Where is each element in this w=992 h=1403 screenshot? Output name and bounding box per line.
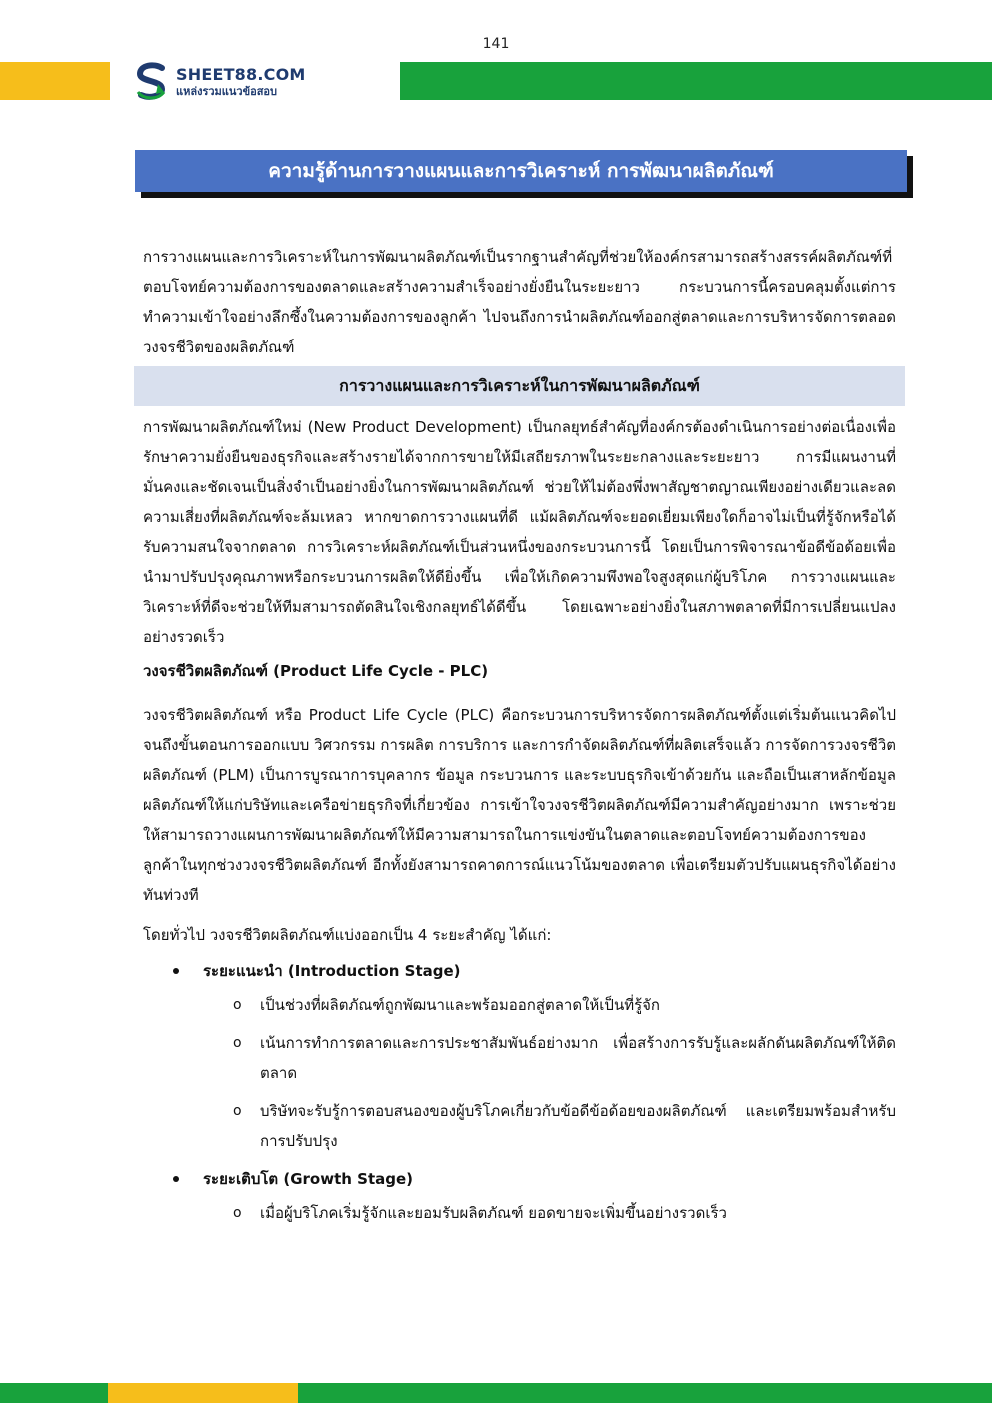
stage-item xyxy=(143,1164,896,1228)
title-banner xyxy=(135,150,907,192)
plc-heading: วงจรชีวิตผลิตภัณฑ์ (Product Life Cycle - PLC) xyxy=(143,662,489,680)
footer-bar-yellow xyxy=(108,1383,298,1403)
footer-bar-green-left xyxy=(0,1383,108,1403)
stage-title: ระยะเติบโต (Growth Stage) xyxy=(203,1170,414,1188)
logo-name: SHEET88.COM xyxy=(176,65,306,84)
footer-bar-green-right xyxy=(298,1383,992,1403)
stage-point xyxy=(203,1198,896,1228)
plc-paragraph: วงจรชีวิตผลิตภัณฑ์ หรือ Product Life Cycle (PLC) คือกระบวนการบริหารจัดการผลิตภัณฑ์ตั้งแต่เริ่มต้นแนวคิดไปจนถึงขั้นตอนการออกแบบ วิศวกรรม การผลิต การบริการ และการกำจัดผลิตภัณฑ์ที่ผลิตเสร็จแล้ว การจัดการวงจรชีวิตผลิตภัณฑ์ (PLM) เป็นการบูรณาการบุคลากร ข้อมูล กระบวนการ และระบบธุรกิจเข้าด้วยกัน และถือเป็นเสาหลักข้อมูลผลิตภัณฑ์ให้แก่บริษัทและเครือข่ายธุรกิจที่เกี่ยวข้อง การเข้าใจวงจรชีวิตผลิตภัณฑ์มีความสำคัญอย่างมาก เพราะช่วยให้สามารถวางแผนการพัฒนาผลิตภัณฑ์ให้มีความสามารถในการแข่งขันในตลาดและตอบโจทย์ความต้องการของลูกค้าในทุกช่วงวงจรชีวิตผลิตภัณฑ์ อีกทั้งยังสามารถคาดการณ์แนวโน้มของตลาด เพื่อเตรียมตัวปรับแผนธุรกิจได้อย่างทันท่วงที xyxy=(143,706,896,904)
header-bar-yellow xyxy=(0,62,110,100)
page-number: 141 xyxy=(482,36,510,52)
stage-item xyxy=(143,956,896,1156)
stage-point-text: เน้นการทำการตลาดและการประชาสัมพันธ์อย่างมาก เพื่อสร้างการรับรู้และผลักดันผลิตภัณฑ์ให้ติดตลาด xyxy=(260,1034,896,1082)
logo-tagline: แหล่งรวมแนวข้อสอบ xyxy=(176,85,278,98)
section-heading: การวางแผนและการวิเคราะห์ในการพัฒนาผลิตภัณฑ์ xyxy=(134,366,905,406)
stage-point-text: บริษัทจะรับรู้การตอบสนองของผู้บริโภคเกี่ยวกับข้อดีข้อด้อยของผลิตภัณฑ์ และเตรียมพร้อมสำหรับการปรับปรุง xyxy=(260,1102,896,1150)
bullet-dot-icon xyxy=(173,968,179,974)
stage-points xyxy=(203,1198,896,1228)
stage-point-text: เมื่อผู้บริโภคเริ่มรู้จักและยอมรับผลิตภัณฑ์ ยอดขายจะเพิ่มขึ้นอย่างรวดเร็ว xyxy=(260,1204,727,1222)
header-bar-green xyxy=(400,62,992,100)
hollow-bullet-icon: o xyxy=(233,1103,242,1119)
stage-point xyxy=(203,990,896,1020)
bullet-dot-icon xyxy=(173,1176,179,1182)
stage-point-text: เป็นช่วงที่ผลิตภัณฑ์ถูกพัฒนาและพร้อมออกสู่ตลาดให้เป็นที่รู้จัก xyxy=(260,996,661,1014)
sheet88-logo-icon xyxy=(134,62,170,102)
document-body xyxy=(143,242,896,1236)
footer-color-bar xyxy=(0,1383,992,1403)
intro-paragraph: การวางแผนและการวิเคราะห์ในการพัฒนาผลิตภัณฑ์เป็นรากฐานสำคัญที่ช่วยให้องค์กรสามารถสร้างสรรค์ผลิตภัณฑ์ที่ตอบโจทย์ความต้องการของตลาดและสร้างความสำเร็จอย่างยั่งยืนในระยะยาว กระบวนการนี้ครอบคลุมตั้งแต่การทำความเข้าใจอย่างลึกซึ้งในความต้องการของลูกค้า ไปจนถึงการนำผลิตภัณฑ์ออกสู่ตลาดและการบริหารจัดการตลอดวงจรชีวิตของผลิตภัณฑ์ xyxy=(143,248,896,356)
hollow-bullet-icon: o xyxy=(233,1205,242,1221)
stage-points xyxy=(203,990,896,1156)
hollow-bullet-icon: o xyxy=(233,1035,242,1051)
stage-point xyxy=(203,1096,896,1156)
site-logo xyxy=(134,62,306,102)
stage-title: ระยะแนะนำ (Introduction Stage) xyxy=(203,962,461,980)
plc-lead: โดยทั่วไป วงจรชีวิตผลิตภัณฑ์แบ่งออกเป็น 4 ระยะสำคัญ ได้แก่: xyxy=(143,926,552,944)
hollow-bullet-icon: o xyxy=(233,997,242,1013)
page-title: ความรู้ด้านการวางแผนและการวิเคราะห์ การพัฒนาผลิตภัณฑ์ xyxy=(135,150,907,192)
stage-list xyxy=(143,956,896,1228)
section-paragraph: การพัฒนาผลิตภัณฑ์ใหม่ (New Product Development) เป็นกลยุทธ์สำคัญที่องค์กรต้องดำเนินการอย่างต่อเนื่องเพื่อรักษาความยั่งยืนของธุรกิจและสร้างรายได้จากการขายให้มีเสถียรภาพในระยะกลางและระยะยาว การมีแผนงานที่มั่นคงและชัดเจนเป็นสิ่งจำเป็นอย่างยิ่งในการพัฒนาผลิตภัณฑ์ ช่วยให้ไม่ต้องพึ่งพาสัญชาตญาณเพียงอย่างเดียวและลดความเสี่ยงที่ผลิตภัณฑ์จะล้มเหลว หากขาดการวางแผนที่ดี แม้ผลิตภัณฑ์จะยอดเยี่ยมเพียงใดก็อาจไม่เป็นที่รู้จักหรือได้รับความสนใจจากตลาด การวิเคราะห์ผลิตภัณฑ์เป็นส่วนหนึ่งของกระบวนการนี้ โดยเป็นการพิจารณาข้อดีข้อด้อยเพื่อนำมาปรับปรุงคุณภาพหรือกระบวนการผลิตให้ดียิ่งขึ้น เพื่อให้เกิดความพึงพอใจสูงสุดแก่ผู้บริโภค การวางแผนและวิเคราะห์ที่ดีจะช่วยให้ทีมสามารถตัดสินใจเชิงกลยุทธ์ได้ดีขึ้น โดยเฉพาะอย่างยิ่งในสภาพตลาดที่มีการเปลี่ยนแปลงอย่างรวดเร็ว xyxy=(143,418,896,646)
stage-point xyxy=(203,1028,896,1088)
